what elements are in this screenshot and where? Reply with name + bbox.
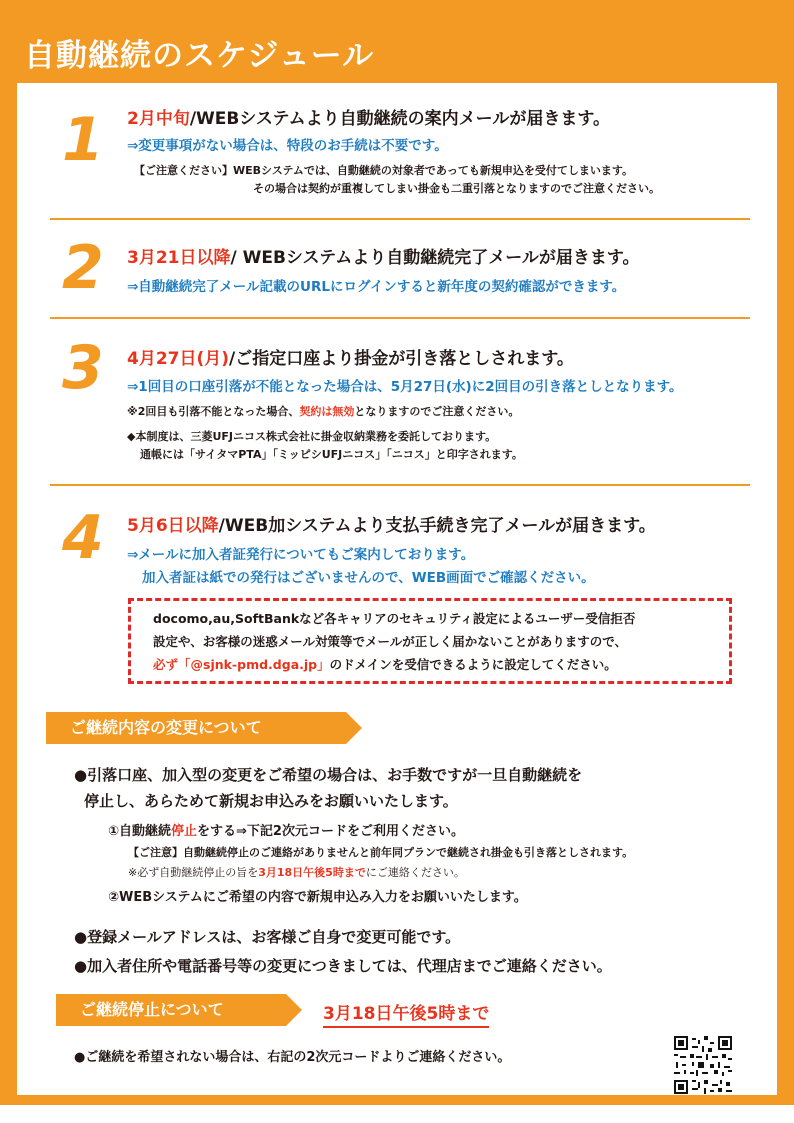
step-3-number: 3 [62, 333, 104, 403]
step-1-heading: 2月中旬/WEBシステムより自動継続の案内メールが届きます。 [127, 109, 610, 129]
step-4-info-2: 加入者証は紙での発行はございませんので、WEB画面でご確認ください。 [142, 570, 595, 586]
change-sub-1-note: 【ご注意】自動継続停止のご連絡がありませんと前年同プランで継続され掛金も引き落としされます。 [128, 846, 634, 859]
warning-line-2: 設定や、お客様の迷惑メール対策等でメールが正しく届かないことがありますので、 [153, 634, 628, 649]
divider [50, 218, 750, 220]
step-2-heading: 3月21日以降/ WEBシステムより自動継続完了メールが届きます。 [127, 248, 640, 268]
email-warning-box [128, 598, 732, 684]
change-line-3: ●登録メールアドレスは、お客様ご自身で変更可能です。 [74, 928, 461, 946]
step-3-note-nicos: ◆本制度は、三菱UFJニコス株式会社に掛金収納業務を委託しております。 [127, 430, 497, 443]
change-section-banner: ご継続内容の変更について [46, 712, 346, 744]
step-1-note-2: その場合は契約が重複してしまい掛金も二重引落となりますのでご注意ください。 [253, 182, 660, 195]
divider [50, 317, 750, 319]
divider [50, 484, 750, 486]
stop-deadline: 3月18日午後5時まで [323, 999, 489, 1028]
page-title: 自動継続のスケジュール [24, 38, 375, 74]
change-sub-1: ①自動継続停止をする⇒下記2次元コードをご利用ください。 [108, 824, 464, 839]
warning-line-1: docomo,au,SoftBankなど各キャリアのセキュリティ設定によるユーザー受信拒否 [153, 611, 636, 626]
change-line-4: ●加入者住所や電話番号等の変更につきましては、代理店までご連絡ください。 [74, 957, 612, 975]
change-sub-1-note-2: ※必ず自動継続停止の旨を3月18日午後5時までにご連絡ください。 [128, 866, 465, 879]
step-4-info-1: ⇒メールに加入者証発行についてもご案内しております。 [127, 547, 475, 563]
change-line-2: 停止し、あらためて新規お申込みをお願いいたします。 [84, 792, 458, 810]
step-2-info: ⇒自動継続完了メール記載のURLにログインすると新年度の契約確認ができます。 [127, 279, 626, 295]
change-sub-2: ②WEBシステムにご希望の内容で新規申込み入力をお願いいたします。 [108, 890, 527, 905]
step-3-info: ⇒1回目の口座引落が不能となった場合は、5月27日(水)に2回目の引き落としとなります。 [127, 379, 683, 395]
stop-section-banner: ご継続停止について [56, 994, 286, 1026]
qr-code-icon[interactable] [674, 1035, 732, 1095]
step-1-number: 1 [62, 105, 104, 175]
step-4-heading: 5月6日以降/WEB加システムより支払手続き完了メールが届きます。 [127, 516, 656, 536]
change-line-1: ●引落口座、加入型の変更をご希望の場合は、お手数ですが一旦自動継続を [74, 766, 583, 784]
step-1-info: ⇒変更事項がない場合は、特段のお手続は不要です。 [127, 138, 448, 154]
step-3-note-invalid: ※2回目も引落不能となった場合、契約は無効となりますのでご注意ください。 [127, 405, 520, 418]
stop-line: ●ご継続を希望されない場合は、右記の2次元コードよりご連絡ください。 [74, 1050, 511, 1065]
step-3-note-passbook: 通帳には「サイタマPTA」「ミッピシUFJニコス」「ニコス」と印字されます。 [140, 448, 523, 461]
warning-line-3: 必ず「@sjnk-pmd.dga.jp」のドメインを受信できるように設定してください。 [153, 657, 617, 672]
step-2-number: 2 [62, 233, 104, 303]
step-3-heading: 4月27日(月)/ご指定口座より掛金が引き落としされます。 [127, 349, 574, 369]
step-4-number: 4 [62, 503, 104, 573]
step-1-note-1: 【ご注意ください】WEBシステムでは、自動継続の対象者であっても新規申込を受付てしまいます。 [134, 164, 633, 177]
